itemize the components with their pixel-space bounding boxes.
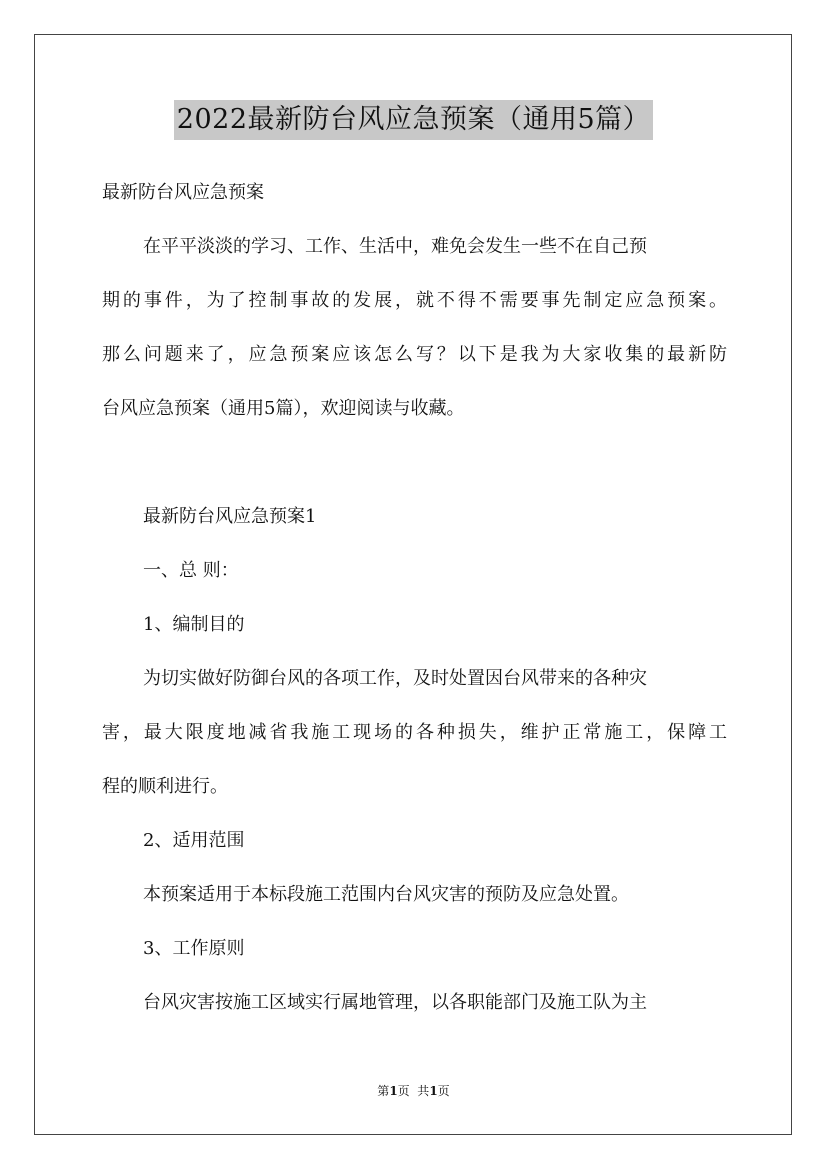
footer-suffix: 页	[437, 1084, 450, 1098]
item1-line-2: 害，最大限度地减省我施工现场的各种损失，维护正常施工，保障工	[102, 722, 727, 743]
item2-line-1: 本预案适用于本标段施工范围内台风灾害的预防及应急处置。	[143, 884, 629, 905]
document-subtitle: 最新防台风应急预案	[102, 182, 264, 203]
footer-prefix: 第	[377, 1084, 390, 1098]
item1-line-3: 程的顺利进行。	[102, 776, 228, 797]
item1-line-1: 为切实做好防御台风的各项工作，及时处置因台风带来的各种灾	[143, 668, 647, 689]
footer-page-total: 1	[429, 1084, 438, 1098]
intro-line-4: 台风应急预案（通用5篇），欢迎阅读与收藏。	[102, 398, 465, 419]
intro-line-2: 期的事件，为了控制事故的发展，就不得不需要事先制定应急预案。	[102, 290, 727, 311]
intro-line-1: 在平平淡淡的学习、工作、生活中，难免会发生一些不在自己预	[143, 236, 647, 257]
section-title: 最新防台风应急预案1	[143, 506, 317, 527]
item1-heading: 1、编制目的	[143, 614, 245, 635]
footer-page-current: 1	[389, 1084, 398, 1098]
item3-heading: 3、工作原则	[143, 938, 245, 959]
footer-mid: 页 共	[397, 1084, 430, 1098]
item3-line-1: 台风灾害按施工区域实行属地管理，以各职能部门及施工队为主	[143, 992, 647, 1013]
title-container	[0, 100, 827, 140]
intro-line-3: 那么问题来了，应急预案应该怎么写？以下是我为大家收集的最新防	[102, 344, 727, 365]
page-footer	[0, 1083, 827, 1099]
item2-heading: 2、适用范围	[143, 830, 245, 851]
document-title: 2022最新防台风应急预案（通用5篇）	[174, 100, 653, 140]
chapter-heading: 一、总 则：	[143, 560, 239, 581]
